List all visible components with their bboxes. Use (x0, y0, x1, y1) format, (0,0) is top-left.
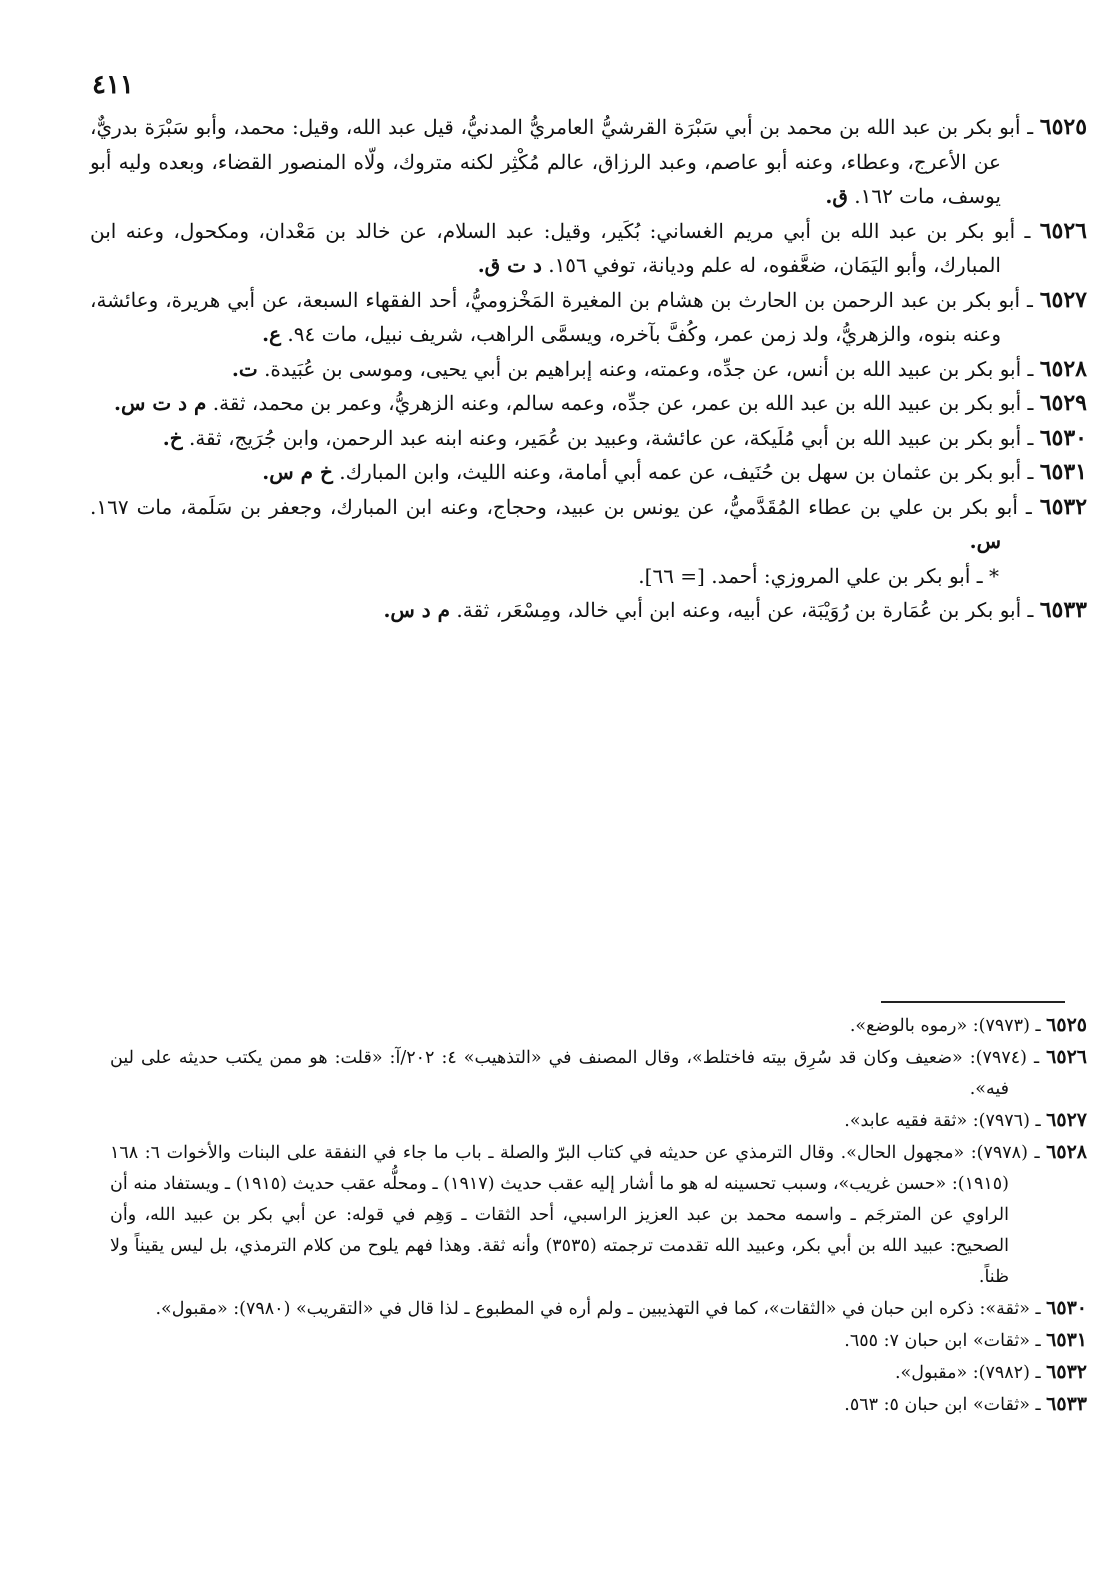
entry-number: ٦٥٢٨ (1039, 355, 1087, 382)
footnote: ٦٥٢٦ ـ (٧٩٧٤): «ضعيف وكان قد سُرِق بيته فاختلط»، وقال المصنف في «التذهيب» ٤: ٢٠٢/آ: «قلت: هو ممن يكتب حديثه على لين فيه». (110, 1046, 1087, 1099)
footnote-number: ٦٥٢٥ (1046, 1014, 1087, 1036)
entry-text: أبو بكر بن عبيد الله بن أنس، عن جدِّه، وعمته، وعنه إبراهيم بن أبي يحيى، وموسى بن عُبَيدة. (264, 356, 1022, 381)
footnote-text: (٧٩٧٣): «رموه بالوضع». (849, 1016, 1030, 1036)
footnote-text: (٧٩٧٨): «مجهول الحال». وقال الترمذي عن حديثه في كتاب البرّ والصلة ـ باب ما جاء في النفقة على البنات والأخوات ٦: ١٦٨ (١٩١٥): «حسن غريب»، وسبب تحسينه له هو ما أشار إليه عقب حديث (١٩١٧) ـ ومحلُّه عقب حديث (١٩١٥) ـ ويستفاد منه أن الراوي عن المترجَم ـ واسمه محمد بن عبد العزيز الراسبي، أحد الثقات ـ وَهِم في قوله: عن أبي بكر بن عبيد الله، وأن الصحيح: عبيد الله بن أبي بكر، وعبيد الله تقدمت ترجمته (٣٥٣٥) وأنه ثقة. وهذا فهم يلوح من كلام الترمذي، بل ليس يقيناً ولا ظناً. (110, 1143, 1028, 1287)
footnote-number: ٦٥٣٢ (1046, 1361, 1087, 1383)
entry-number: ٦٥٢٥ (1039, 114, 1088, 140)
entry-symbols: م د ت س. (114, 391, 207, 415)
entry-text: أبو بكر بن عُمَارة بن رُوَيْبَة، عن أبيه، وعنه ابن أبي خالد، ومِسْعَر، ثقة. (456, 598, 1022, 622)
cross-reference (90, 559, 1087, 594)
footnote-number: ٦٥٣٣ (1046, 1393, 1087, 1415)
footnote-number: ٦٥٢٨ (1046, 1141, 1087, 1163)
entry-text: أبو بكر بن عبد الرحمن بن الحارث بن هشام بن المغيرة المَخْزوميُّ، أحد الفقهاء السبعة، عن أبي هريرة، وعائشة، وعنه بنوه، والزهريُّ، ولد زمن عمر، وكُفَّ بآخره، ويسمَّى الراهب، شريف نبيل، مات ٩٤. (90, 287, 1021, 346)
entry-number: ٦٥٢٩ (1039, 390, 1087, 416)
entry-text: أبو بكر بن علي بن عطاء المُقَدَّميُّ، عن يونس بن عبيد، وحجاج، وعنه ابن المبارك، وجعفر بن سَلَمة، مات ١٦٧. (90, 494, 1018, 519)
entry-number: ٦٥٣٠ (1039, 424, 1087, 451)
entry-number: ٦٥٣١ (1039, 459, 1087, 485)
entry-symbols: ع. (262, 322, 282, 346)
footnote-text: «ثقات» ابن حبان ٧: ٦٥٥. (844, 1331, 1030, 1351)
footnote: ٦٥٣٢ ـ (٧٩٨٢): «مقبول». (894, 1361, 1087, 1383)
entry: ٦٥٢٦ ـ أبو بكر بن عبد الله بن أبي مريم الغساني: بُكَير، وقيل: عبد السلام، عن خالد بن مَعْدان، ومكحول، وعنه ابن المبارك، وأبو اليَمَان، ضعَّفوه، له علم وديانة، توفي ١٥٦. د ت ق. (90, 217, 1087, 277)
entry: ٦٥٣١ ـ أبو بكر بن عثمان بن سهل بن حُنَيف، عن عمه أبي أمامة، وعنه الليث، وابن المبارك. خ م س. (262, 459, 1087, 485)
cross-reference-text: ـ أبو بكر بن علي المروزي: أحمد. [= ٦٦]. (638, 563, 983, 588)
footnote: ٦٥٣١ ـ «ثقات» ابن حبان ٧: ٦٥٥. (844, 1329, 1087, 1351)
footnote-text: (٧٩٧٤): «ضعيف وكان قد سُرِق بيته فاختلط»، وقال المصنف في «التذهيب» ٤: ٢٠٢/آ: «قلت: هو ممن يكتب حديثه على لين فيه». (110, 1048, 1027, 1099)
entry-text: أبو بكر بن عثمان بن سهل بن حُنَيف، عن عمه أبي أمامة، وعنه الليث، وابن المبارك. (339, 460, 1022, 484)
entry-text: أبو بكر بن عبيد الله بن أبي مُلَيكة، عن عائشة، وعبيد بن عُمَير، وعنه ابنه عبد الرحمن، وابن جُرَيج، ثقة. (188, 425, 1022, 450)
footnote: ٦٥٣٣ ـ «ثقات» ابن حبان ٥: ٥٦٣. (844, 1393, 1087, 1415)
entry-number: ٦٥٣٢ (1039, 493, 1088, 520)
entry-symbols: د ت ق. (477, 253, 542, 277)
entry: ٦٥٣٠ ـ أبو بكر بن عبيد الله بن أبي مُلَيكة، عن عائشة، وعبيد بن عُمَير، وعنه ابنه عبد الرحمن، وابن جُرَيج، ثقة. خ. (162, 424, 1087, 451)
entry: ٦٥٢٥ ـ أبو بكر بن عبد الله بن محمد بن أبي سَبْرَة القرشيُّ العامريُّ المدنيُّ، قيل عبد الله، وقيل: محمد، وأبو سَبْرَة بدريٌّ، عن الأعرج، وعطاء، وعنه أبو عاصم، وعبد الرزاق، عالم مُكْثِر لكنه متروك، ولّاه المنصور القضاء، وبعده وليه أبو يوسف، مات ١٦٢. ق. (90, 114, 1088, 208)
footnotes (110, 1010, 1087, 1421)
footnote: ٦٥٢٥ ـ (٧٩٧٣): «رموه بالوضع». (849, 1014, 1087, 1036)
entry-number: ٦٥٢٦ (1039, 217, 1087, 244)
footnote-number: ٦٥٣٠ (1046, 1297, 1087, 1319)
entry-text: أبو بكر بن عبيد الله بن عبد الله بن عمر، عن جدِّه، وعمه سالم، وعنه الزهريُّ، وعمر بن محمد، ثقة. (212, 391, 1022, 415)
entry-symbols: خ م س. (262, 460, 333, 484)
page-number: ٤١١ (92, 70, 134, 100)
entry-text: أبو بكر بن عبد الله بن أبي مريم الغساني: بُكَير، وقيل: عبد السلام، عن خالد بن مَعْدان، ومكحول، وعنه ابن المبارك، وأبو اليَمَان، ضعَّفوه، له علم وديانة، توفي ١٥٦. (90, 218, 1016, 277)
entry-text: أبو بكر بن عبد الله بن محمد بن أبي سَبْرَة القرشيُّ العامريُّ المدنيُّ، قيل عبد الله، وقيل: محمد، وأبو سَبْرَة بدريٌّ، عن الأعرج، وعطاء، وعنه أبو عاصم، وعبد الرزاق، عالم مُكْثِر لكنه متروك، ولّاه المنصور القضاء، وبعده وليه أبو يوسف، مات ١٦٢. (90, 115, 1021, 208)
entry: ٦٥٢٧ ـ أبو بكر بن عبد الرحمن بن الحارث بن هشام بن المغيرة المَخْزوميُّ، أحد الفقهاء السبعة، عن أبي هريرة، وعائشة، وعنه بنوه، والزهريُّ، ولد زمن عمر، وكُفَّ بآخره، ويسمَّى الراهب، شريف نبيل، مات ٩٤. ع. (90, 286, 1087, 346)
entry-symbols: ق. (825, 184, 848, 208)
entry: ٦٥٣٣ ـ أبو بكر بن عُمَارة بن رُوَيْبَة، عن أبيه، وعنه ابن أبي خالد، ومِسْعَر، ثقة. م د س. (383, 597, 1087, 623)
entry-symbols: س. (969, 529, 1001, 553)
entry-symbols: ت. (231, 356, 258, 381)
footnote-text: «ثقة»: ذكره ابن حبان في «الثقات»، كما في التهذيبين ـ ولم أره في المطبوع ـ لذا قال في «التقريب» (٧٩٨٠): «مقبول». (155, 1299, 1030, 1319)
footnote-number: ٦٥٢٧ (1046, 1109, 1087, 1131)
main-text (90, 110, 1087, 628)
entry-symbols: م د س. (383, 598, 451, 622)
entry: ٦٥٢٨ ـ أبو بكر بن عبيد الله بن أنس، عن جدِّه، وعمته، وعنه إبراهيم بن أبي يحيى، وموسى بن عُبَيدة. ت. (231, 355, 1087, 382)
footnote-text: (٧٩٧٦): «ثقة فقيه عابد». (844, 1111, 1030, 1131)
footnote: ٦٥٣٠ ـ «ثقة»: ذكره ابن حبان في «الثقات»، كما في التهذيبين ـ ولم أره في المطبوع ـ لذا قال في «التقريب» (٧٩٨٠): «مقبول». (155, 1297, 1087, 1319)
entry: ٦٥٣٢ ـ أبو بكر بن علي بن عطاء المُقَدَّميُّ، عن يونس بن عبيد، وحجاج، وعنه ابن المبارك، وجعفر بن سَلَمة، مات ١٦٧. س. (90, 493, 1088, 553)
footnote-divider (881, 1001, 1065, 1003)
footnote-number: ٦٥٣١ (1046, 1329, 1087, 1351)
footnote-text: (٧٩٨٢): «مقبول». (894, 1363, 1030, 1383)
footnote-number: ٦٥٢٦ (1046, 1046, 1087, 1068)
footnote: ٦٥٢٨ ـ (٧٩٧٨): «مجهول الحال». وقال الترمذي عن حديثه في كتاب البرّ والصلة ـ باب ما جاء في النفقة على البنات والأخوات ٦: ١٦٨ (١٩١٥): «حسن غريب»، وسبب تحسينه له هو ما أشار إليه عقب حديث (١٩١٧) ـ ومحلُّه عقب حديث (١٩١٥) ـ ويستفاد منه أن الراوي عن المترجَم ـ واسمه محمد بن عبد العزيز الراسبي، أحد الثقات ـ وَهِم في قوله: عن أبي بكر بن عبيد الله، وأن الصحيح: عبيد الله بن أبي بكر، وعبيد الله تقدمت ترجمته (٣٥٣٥) وأنه ثقة. وهذا فهم يلوح من كلام الترمذي، بل ليس يقيناً ولا ظناً. (110, 1141, 1087, 1287)
entry: ٦٥٢٩ ـ أبو بكر بن عبيد الله بن عبد الله بن عمر، عن جدِّه، وعمه سالم، وعنه الزهريُّ، وعمر بن محمد، ثقة. م د ت س. (114, 390, 1087, 416)
footnote-text: «ثقات» ابن حبان ٥: ٥٦٣. (844, 1395, 1030, 1415)
entry-symbols: خ. (162, 425, 183, 450)
asterisk-icon: * (989, 563, 999, 588)
entry-number: ٦٥٣٣ (1039, 597, 1087, 623)
entry-number: ٦٥٢٧ (1039, 286, 1087, 313)
footnote: ٦٥٢٧ ـ (٧٩٧٦): «ثقة فقيه عابد». (844, 1109, 1087, 1131)
